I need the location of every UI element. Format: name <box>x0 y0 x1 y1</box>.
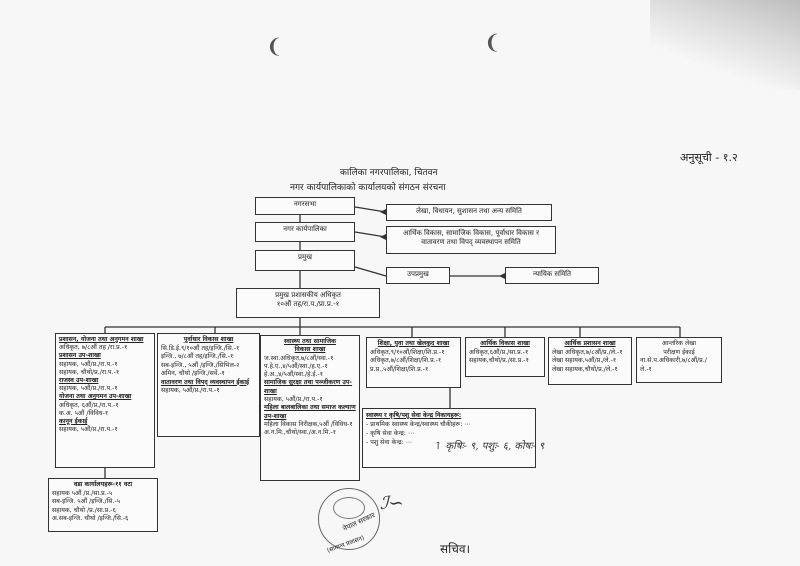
annex-label: अनुसूची - १.२ <box>680 151 738 164</box>
karyapalika-label: नगर कार्यपालिका <box>283 225 327 233</box>
health-sub-2: महिला बालबालिका तथा समाज कल्याण उप-शाखा <box>264 404 356 420</box>
nyayik-label: न्यायिक समिति <box>533 270 571 278</box>
admin-sub-2: राजस्व उप-शाखा <box>59 377 99 385</box>
seal-text-1: नेपाल सरकार <box>341 511 377 533</box>
box-economic-branch <box>465 337 545 377</box>
admin-line-6: क.अ. ५औं /विविध-१ <box>59 409 109 417</box>
economic-branch-title: आर्थिक विकास शाखा <box>480 340 530 347</box>
handwritten-note: ↑ कृषिः- ९, पशुः- ६, कोषः- ९ <box>434 441 545 452</box>
admin-sub-4: कानून ईकाई <box>59 418 88 426</box>
ward-line-3: सहायक, चौथो /प्र./सा.प्र.-६ <box>52 506 116 514</box>
service-centers-title: स्वास्थ्य र कृषि/पशु सेवा केन्द्र निकायहरू: <box>366 412 462 419</box>
box-karyapalika <box>255 222 355 242</box>
health-line-5: महिला विकास निरीक्षक,५औं /विविध-१ <box>264 420 353 428</box>
sabha-committee-label: लेखा, विधायन, सुशासन तथा अन्य समिति <box>416 207 522 215</box>
admin-line-2: सहायक, ५औं/प्र./रा.प.-१ <box>59 360 118 368</box>
health-line-1: ज.स्वा.अधिकृत,७/८औं/स्वा.-१ <box>264 354 334 362</box>
title-line-2: नगर कार्यपालिकाको कार्यालयको संगठन संरचना <box>290 183 446 193</box>
karyapalika-committee-line-2: वातावरण तथा विपद् व्यवस्थापन समिति <box>421 238 521 246</box>
service-line-1: - प्राथमिक स्वास्थ्य केन्द्र/स्वास्थ्य चौकीहरू: ⋯ <box>366 421 471 428</box>
pramukh-label: प्रमुख <box>298 253 312 261</box>
box-karyapalika-committee <box>386 226 556 254</box>
infra-line-4: अमिन, चौथो /इन्जि./सर्वे.-१ <box>161 370 225 377</box>
nagarsabha-label: नगरसभा <box>293 200 317 208</box>
admin-line-7: सहायक, ५औं/प्र./रा.प.-१ <box>59 426 118 434</box>
box-health-branch <box>260 335 360 481</box>
audit-title-1: आन्तरिक लेखा <box>661 340 697 347</box>
health-sub-1: सामाजिक सुरक्षा तथा पञ्जीकरण उप-शाखा <box>264 379 353 395</box>
admin-line-1: अधिकृत, ७/८औं तह /रा.प्र.-१ <box>59 344 128 352</box>
economic-line-2: सहायक,चौथो/प्र./सा.प्र.-१ <box>469 357 529 364</box>
health-line-4: सहायक, ५औं/प्र./रा.प.-१ <box>264 396 323 404</box>
upapramukh-label: उपप्रमुख <box>407 270 429 278</box>
audit-title-2: परीक्षण ईकाई <box>663 348 695 356</box>
box-chief-admin-officer <box>236 288 380 318</box>
seal-text-2: (सामान्य प्रशासन) <box>326 534 366 555</box>
admin-sub-1: प्रशासन उप-शाखा <box>59 352 101 360</box>
signature: ℐ∽ <box>380 493 404 514</box>
box-sabha-committee <box>386 204 552 221</box>
service-line-3: - पशु सेवा केन्द्र: ⋯ <box>366 439 413 446</box>
finance-line-3: लेखा सहायक,चौथो/प्र./ले.-१ <box>552 365 618 373</box>
economic-line-1: अधिकृत,६औं/प्र./सा.प्र.-१ <box>469 348 529 356</box>
health-line-3: हे.अ.,४/५औं/स्वा./हे.ई.-१ <box>264 371 324 379</box>
box-nyayik-committee <box>505 267 599 284</box>
audit-line-1: ना.से.प.अधिकारी,७/८औं/प्र./ले.-१ <box>640 357 707 373</box>
punch-hole-right: ❨ <box>484 30 501 54</box>
punch-hole-left: ❨ <box>266 34 283 58</box>
ward-title: वडा कार्यालयहरू-११ वटा <box>73 481 133 488</box>
admin-line-3: सहायक, चौथो/प्र./रा.प.-१ <box>59 368 120 376</box>
finance-line-2: लेखा सहायक,५औं/प्र./ले.-१ <box>552 357 617 364</box>
finance-branch-title: आर्थिक प्रशासन शाखा <box>564 340 616 347</box>
box-ward-offices <box>48 478 158 532</box>
infra-line-5: सहायक, ५औं/प्र./रा.प.-१ <box>161 387 220 394</box>
box-audit-unit <box>636 337 722 383</box>
karyapalika-committee-line-1: आर्थिक विकास, सामाजिक विकास, पूर्वाधार विकास र <box>403 229 539 237</box>
box-nagarsabha <box>255 197 355 215</box>
box-finance-branch <box>548 337 632 385</box>
infra-line-3: सब-इन्जि., ५औं /इन्जि./सिभिल-२ <box>161 361 240 369</box>
ward-line-4: अ.सब-इन्जि. चौथो /इन्जि./सि.-६ <box>52 515 129 522</box>
box-upapramukh <box>386 267 450 284</box>
education-branch-title: शिक्षा, युवा तथा खेलकुद शाखा <box>377 340 450 347</box>
infra-line-2: इन्जि., ७/८औं तह/इन्जि./सि.-१ <box>161 353 234 360</box>
secretary-label: सचिव। <box>440 542 471 556</box>
health-title-1: स्वास्थ्य तथा सामाजिक <box>283 338 337 345</box>
infra-sub-1: वातावरण तथा विपद् व्यवस्थापन ईकाई <box>161 378 250 386</box>
infra-line-1: सि.डि.ई.९/१०औं तह/इन्जि./सि.-१ <box>161 344 240 352</box>
title-line-1: कालिका नगरपालिका, चितवन <box>340 168 438 178</box>
infra-branch-title: पूर्वाधार विकास शाखा <box>183 336 234 343</box>
box-pramukh <box>255 250 355 271</box>
health-line-6: अ.न.मि.,चौथो/स्वा./अ.न.मि.-१ <box>264 429 337 437</box>
education-line-1: अधिकृत,९/१०औं/शिक्षा/शि.प्र.-१ <box>370 348 445 356</box>
box-infra-branch <box>157 333 260 437</box>
education-line-2: अधिकृत,७/८औं/शिक्षा/शि.प्र.-१ <box>370 357 442 364</box>
admin-branch-title: प्रशासन, योजना तथा अनुगमन शाखा <box>59 336 144 343</box>
admin-sub-3: योजना तथा अनुगमन उप-शाखा <box>59 393 132 401</box>
service-line-2: - कृषि सेवा केन्द्र: ⋯ <box>366 430 415 437</box>
ward-line-1: सहायक ५औं /प्र./सा.प्र.-५ <box>52 489 113 497</box>
ward-line-2: सब-इन्जि. ५औं /इन्जि./सि.-५ <box>52 498 121 505</box>
cao-line-2: १०औं तह/रा.प./प्रा.प्र.-१ <box>276 300 340 308</box>
box-education-branch <box>366 337 461 388</box>
box-admin-branch <box>55 333 155 468</box>
admin-line-4: सहायक, ५औं/प्र./रा.प.-१ <box>59 385 118 393</box>
education-line-3: प्र.प्र.,५औं/शिक्षा/शि.प्र.-१ <box>370 365 429 373</box>
health-line-2: प.हे.ए.,४/५औं/स्वा./ह.ए.-१ <box>264 362 328 370</box>
finance-line-1: लेखा अधिकृत,७/८औं/प्र./ले.-१ <box>552 348 623 356</box>
admin-line-5: अधिकृत, ६औं/प्र./रा.प.-१ <box>59 401 119 409</box>
health-title-2: विकास शाखा <box>294 346 326 354</box>
cao-line-1: प्रमुख प्रशासकीय अधिकृत <box>275 291 341 299</box>
